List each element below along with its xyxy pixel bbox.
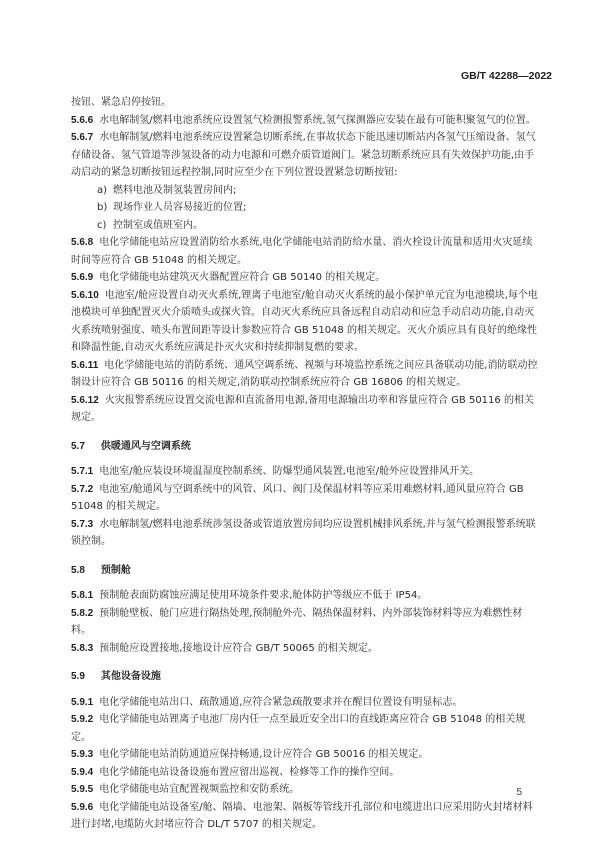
section-title: 预制舱 <box>100 564 131 576</box>
clause-text: 电池室/舱应装设环境温湿度控制系统、防爆型通风装置,电池室/舱外应设置排风开关。 <box>99 466 480 477</box>
clause-text: 预制舱表面防腐蚀应满足使用环境条件要求,舱体防护等级应不低于 IP54。 <box>99 590 428 601</box>
clause-number: 5.6.8 <box>71 237 94 248</box>
clause-number: 5.7.3 <box>71 518 94 530</box>
clause-text: 按钮、紧急启停按钮。 <box>71 97 171 108</box>
section-number: 5.9 <box>71 671 85 682</box>
list-item <box>71 182 541 200</box>
clause-text: 水电解制氢/燃料电池系统应设置紧急切断系统,在事故状态下能迅速切断站内各氢气压缩设备、氢气存储设备、氢气管道等涉氢设备的动力电源和可燃介质管道阀门。紧急切断系统应具有失效保护功能,由手动启动的紧急切断按钮远程控制,同时应至少在下列位置设置紧急切断按钮: <box>71 132 536 178</box>
section-title: 供暖通风与空调系统 <box>100 440 191 452</box>
document-body <box>71 94 541 834</box>
clause-number: 5.9.1 <box>71 696 94 708</box>
clause-number: 5.7.1 <box>71 466 94 477</box>
section-heading <box>71 438 541 456</box>
clause-paragraph <box>71 605 541 640</box>
clause-paragraph <box>71 516 541 551</box>
clause-paragraph <box>71 392 541 427</box>
clause-number: 5.6.10 <box>71 289 99 301</box>
clause-paragraph <box>71 781 541 799</box>
clause-paragraph <box>71 694 541 712</box>
clause-paragraph <box>71 129 541 182</box>
list-marker: b) <box>97 202 108 213</box>
clause-text: 电化学储能电站的消防系统、通风空调系统、视频与环境监控系统之间应具备联动功能,消防联动控制设计应符合 GB 50116 的相关规定,消防联动控制系统应符合 GB 16806 的相关规定。 <box>71 359 538 388</box>
clause-text: 电池室/舱应设置自动灭火系统,锂离子电池室/舱自动灭火系统的最小保护单元宜为电池模块,每个电池模块可单独配置灭火介质喷头或探火管。自动灭火系统应具备远程自动启动和应急手动启动功能,自动灭火系统喷射强度、喷头布置间距等设计参数应符合 GB 51048 的相关规定。灭火介质应具有良好的绝缘性和降温性能,自动灭火系统应满足扑灭火灾和持续抑制复燃的要求。 <box>71 289 538 353</box>
section-heading <box>71 668 541 686</box>
clause-number: 5.7.2 <box>71 483 94 495</box>
clause-text: 电化学储能电站设备设施布置应留出巡视、检修等工作的操作空间。 <box>99 766 400 778</box>
clause-number: 5.8.1 <box>71 590 94 601</box>
clause-number: 5.9.4 <box>71 766 94 778</box>
clause-text: 电化学储能电站消防通道应保持畅通,设计应符合 GB 50016 的相关规定。 <box>99 749 429 760</box>
section-number: 5.7 <box>71 440 85 452</box>
list-item <box>71 199 541 217</box>
list-item-text: 燃料电池及制氢装置房间内; <box>113 184 237 196</box>
standard-number: GB/T 42288—2022 <box>460 70 552 82</box>
clause-paragraph <box>71 799 541 834</box>
clause-paragraph <box>71 112 541 130</box>
clause-text: 预制舱壁板、舱门应进行隔热处理,预制舱外壳、隔热保温材料、内外部装饰材料等应为难燃性材料。 <box>71 607 523 636</box>
clause-number: 5.6.11 <box>71 359 99 371</box>
clause-text: 水电解制氢/燃料电池系统应设置氢气检测报警系统,氢气探测器应安装在最有可能积聚氢气的位置。 <box>99 114 536 126</box>
list-item <box>71 217 541 235</box>
clause-text: 电化学储能电站设备室/舱、隔墙、电池架、隔板等管线开孔部位和电缆进出口应采用防火封堵材料进行封堵,电缆防火封堵应符合 DL/T 5707 的相关规定。 <box>71 801 533 830</box>
section-title: 其他设备设施 <box>100 671 161 682</box>
clause-text: 电池室/舱通风与空调系统中的风管、风口、阀门及保温材料等应采用难燃材料,通风量应符合 GB 51048 的相关规定。 <box>71 483 524 512</box>
list-marker: a) <box>97 184 108 196</box>
clause-text: 预制舱应设置接地,接地设计应符合 GB/T 50065 的相关规定。 <box>99 642 378 654</box>
clause-text: 电化学储能电站宜配置视频监控和安防系统。 <box>99 784 300 795</box>
clause-number: 5.6.7 <box>71 132 94 143</box>
clause-paragraph <box>71 357 541 392</box>
clause-text: 水电解制氢/燃料电池系统涉氢设备或管道放置房间均应设置机械排风系统,并与氢气检测报警系统联锁控制。 <box>71 518 536 547</box>
clause-number: 5.9.3 <box>71 749 94 760</box>
clause-text: 电化学储能电站建筑灭火器配置应符合 GB 50140 的相关规定。 <box>99 272 386 283</box>
clause-paragraph <box>71 711 541 746</box>
clause-text: 火灾报警系统应设置交流电源和直流备用电源,备用电源输出功率和容量应符合 GB 50116 的相关规定。 <box>71 394 534 423</box>
clause-number: 5.9.6 <box>71 801 94 813</box>
clause-number: 5.9.5 <box>71 784 94 795</box>
clause-paragraph <box>71 587 541 605</box>
clause-paragraph <box>71 481 541 516</box>
clause-number: 5.6.9 <box>71 272 94 283</box>
clause-text: 电化学储能电站应设置消防给水系统,电化学储能电站消防给水量、消火栓设计流量和适用火灾延续时间等应符合 GB 51048 的相关规定。 <box>71 237 533 266</box>
clause-paragraph <box>71 640 541 658</box>
page-number: 5 <box>516 787 522 798</box>
clause-text: 电化学储能电站锂离子电池厂房内任一点至最近安全出口的直线距离应符合 GB 51048 的相关规定。 <box>71 714 526 743</box>
clause-number: 5.6.12 <box>71 394 99 406</box>
list-item-text: 现场作业人员容易接近的位置; <box>113 202 247 213</box>
clause-number: 5.8.3 <box>71 642 94 654</box>
clause-paragraph <box>71 746 541 764</box>
list-item-text: 控制室或值班室内。 <box>113 219 203 231</box>
clause-number: 5.6.6 <box>71 114 94 126</box>
clause-paragraph <box>71 269 541 287</box>
clause-paragraph <box>71 234 541 269</box>
clause-paragraph <box>71 764 541 782</box>
clause-paragraph <box>71 287 541 357</box>
list-marker: c) <box>97 219 107 231</box>
clause-paragraph <box>71 94 541 112</box>
clause-text: 电化学储能电站出口、疏散通道,应符合紧急疏散要求并在醒目位置设有明显标志。 <box>99 696 463 708</box>
section-number: 5.8 <box>71 564 85 576</box>
clause-paragraph <box>71 463 541 481</box>
section-heading <box>71 562 541 580</box>
clause-number: 5.9.2 <box>71 714 94 725</box>
clause-number: 5.8.2 <box>71 607 94 619</box>
